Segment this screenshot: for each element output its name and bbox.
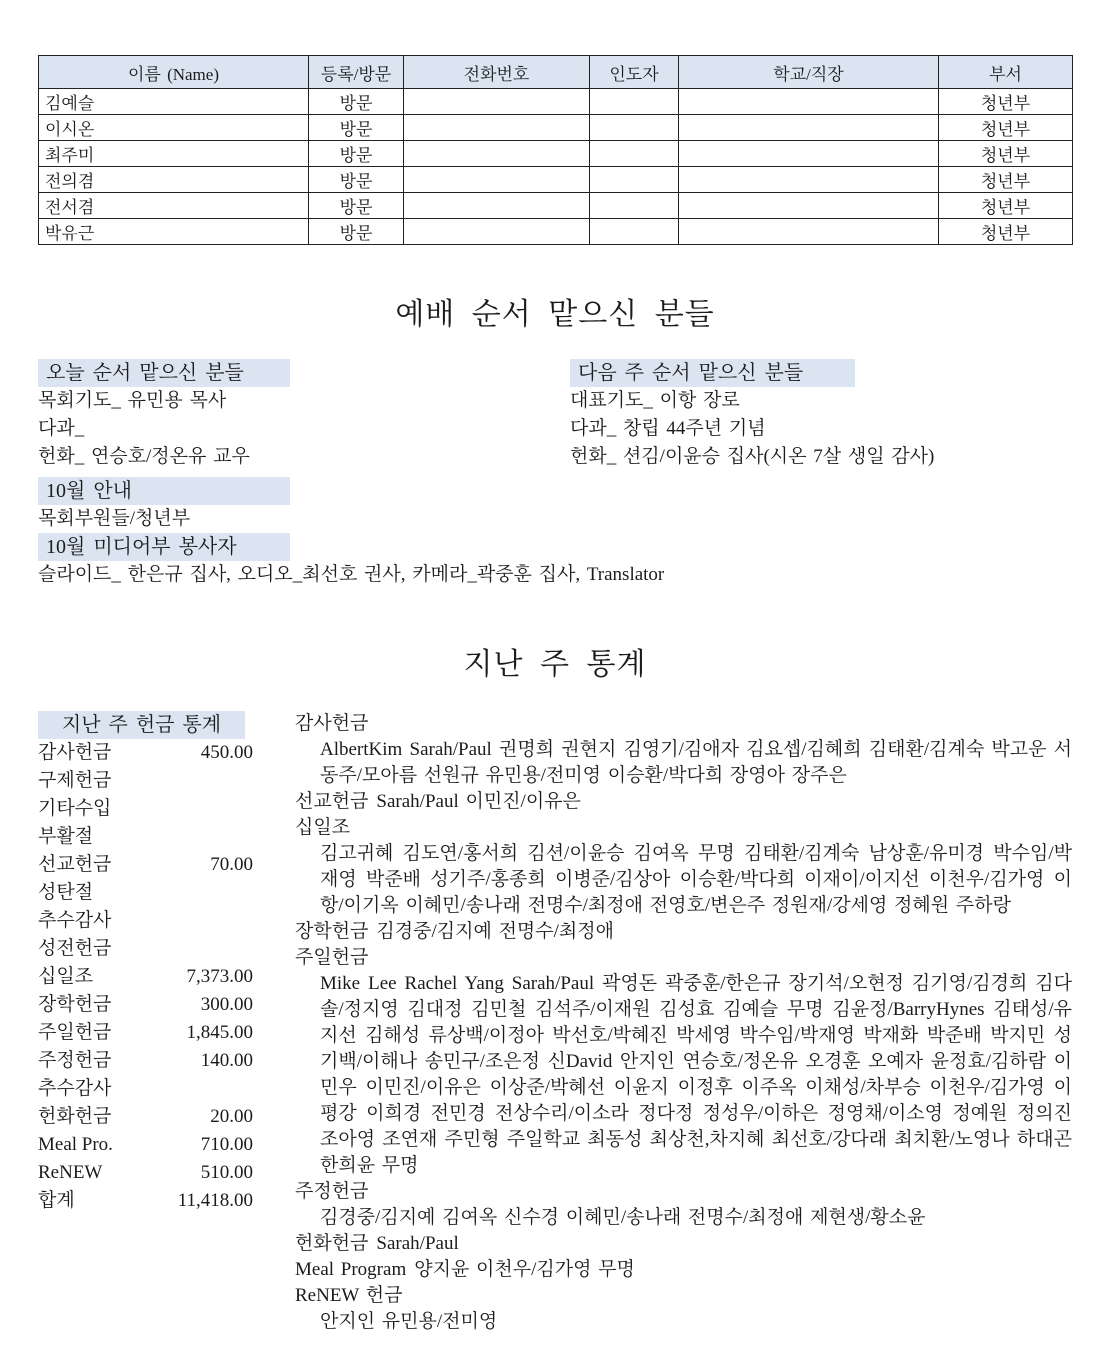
worship-columns (38, 359, 1072, 471)
stats-label: 구제헌금 (38, 770, 112, 791)
cell-phone (404, 89, 590, 115)
cell-registration: 방문 (309, 89, 404, 115)
october-notice-item: 목회부원들/청년부 (38, 508, 191, 529)
cell-registration: 방문 (309, 193, 404, 219)
stats-amount: 70.00 (210, 854, 253, 875)
stats-row (38, 879, 253, 907)
cell-registration: 방문 (309, 219, 404, 245)
today-item: 헌화_ 연승호/정온유 교우 (38, 446, 250, 467)
detail-heading: ReNEW 헌금 (295, 1285, 403, 1306)
stats-label: 감사헌금 (38, 742, 112, 763)
table-row (39, 193, 1073, 219)
stats-label: 성전헌금 (38, 938, 112, 959)
stats-row (38, 823, 253, 851)
stats-row (38, 1047, 253, 1075)
stats-amount: 7,373.00 (186, 966, 253, 987)
cell-school (679, 89, 939, 115)
stats-area (38, 711, 1072, 1335)
stats-row (38, 795, 253, 823)
cell-name: 최주미 (39, 141, 309, 167)
detail-inline-names: Sarah/Paul 이민진/이유은 (376, 791, 581, 812)
stats-label: 선교헌금 (38, 854, 112, 875)
stats-label: 합계 (38, 1190, 75, 1211)
col-header-registration: 등록/방문 (309, 56, 404, 89)
stats-amount: 11,418.00 (177, 1190, 253, 1211)
col-header-department: 부서 (939, 56, 1073, 89)
stats-amount: 710.00 (200, 1134, 253, 1155)
cell-name: 전의겸 (39, 167, 309, 193)
stats-label: 추수감사 (38, 910, 112, 931)
detail-names: 김경중/김지예 김여옥 신수경 이혜민/송나래 전명수/최정애 제현생/황소윤 (320, 1207, 926, 1228)
today-item: 목회기도_ 유민용 목사 (38, 390, 227, 411)
table-row (39, 89, 1073, 115)
stats-row (38, 991, 253, 1019)
detail-inline-names: 김경중/김지예 전명수/최정애 (376, 921, 614, 942)
detail-inline-names: Sarah/Paul (376, 1233, 459, 1254)
detail-heading: 장학헌금 (295, 921, 369, 942)
stats-label: 부활절 (38, 826, 94, 847)
stats-row (38, 1075, 253, 1103)
cell-registration: 방문 (309, 141, 404, 167)
cell-department: 청년부 (939, 141, 1073, 167)
stats-row (38, 851, 253, 879)
stats-row (38, 739, 253, 767)
cell-leader (590, 193, 679, 219)
cell-phone (404, 115, 590, 141)
cell-school (679, 115, 939, 141)
detail-block (295, 815, 1072, 919)
cell-leader (590, 141, 679, 167)
cell-school (679, 193, 939, 219)
cell-name: 박유근 (39, 219, 309, 245)
detail-block (295, 1257, 1072, 1283)
cell-phone (404, 141, 590, 167)
next-week-item: 헌화_ 션김/이윤승 집사(시온 7살 생일 감사) (570, 446, 935, 467)
stats-amount: 1,845.00 (186, 1022, 253, 1043)
cell-phone (404, 219, 590, 245)
col-header-name: 이름 (Name) (39, 56, 309, 89)
col-header-school: 학교/직장 (679, 56, 939, 89)
detail-block (295, 919, 1072, 945)
stats-row (38, 1131, 253, 1159)
cell-leader (590, 89, 679, 115)
cell-name: 전서겸 (39, 193, 309, 219)
stats-row (38, 1103, 253, 1131)
detail-names: 김고귀혜 김도연/홍서희 김션/이윤승 김여옥 무명 김태환/김계숙 남상훈/유미경 박수임/박재영 박준배 성기주/홍종희 이병준/김상아 이승환/박다희 이재이/이지선 이천우/김가영 이항/이기옥 이혜민/송나래 전명수/최정애 전영호/변은주 정원재/강세영 정혜원 주하랑 (320, 843, 1072, 916)
stats-label: 십일조 (38, 966, 94, 987)
cell-phone (404, 193, 590, 219)
detail-inline-names: 양지윤 이천우/김가영 무명 (414, 1259, 635, 1280)
stats-amount: 140.00 (200, 1050, 253, 1071)
today-item: 다과_ (38, 418, 85, 439)
col-header-phone: 전화번호 (404, 56, 590, 89)
detail-heading: 감사헌금 (295, 713, 369, 734)
detail-heading: 십일조 (295, 817, 351, 838)
cell-school (679, 219, 939, 245)
stats-label: 추수감사 (38, 1078, 112, 1099)
detail-block (295, 1231, 1072, 1257)
cell-registration: 방문 (309, 167, 404, 193)
next-week-header: 다음 주 순서 맡으신 분들 (570, 359, 855, 387)
offering-stats-table (38, 711, 253, 1215)
next-week-item: 다과_ 창립 44주년 기념 (570, 418, 766, 439)
detail-block (295, 1179, 1072, 1231)
detail-heading: 주일헌금 (295, 947, 369, 968)
col-header-leader: 인도자 (590, 56, 679, 89)
stats-amount: 300.00 (200, 994, 253, 1015)
cell-school (679, 141, 939, 167)
next-week-item: 대표기도_ 이항 장로 (570, 390, 740, 411)
cell-name: 이시온 (39, 115, 309, 141)
offering-details (295, 711, 1072, 1335)
media-team-item: 슬라이드_ 한은규 집사, 오디오_최선호 권사, 카메라_곽중훈 집사, Translator (38, 564, 665, 585)
stats-row (38, 767, 253, 795)
detail-block (295, 945, 1072, 1179)
stats-amount: 20.00 (210, 1106, 253, 1127)
stats-label: 주일헌금 (38, 1022, 112, 1043)
visitor-table-header-row (39, 56, 1073, 89)
worship-section-title: 예배 순서 맡으신 분들 (395, 298, 715, 331)
stats-amount: 510.00 (200, 1162, 253, 1183)
table-row (39, 115, 1073, 141)
media-team-header: 10월 미디어부 봉사자 (38, 533, 290, 561)
stats-label: 주정헌금 (38, 1050, 112, 1071)
cell-school (679, 167, 939, 193)
stats-label: ReNEW (38, 1162, 103, 1183)
stats-label: 성탄절 (38, 882, 94, 903)
table-row (39, 141, 1073, 167)
cell-department: 청년부 (939, 89, 1073, 115)
cell-department: 청년부 (939, 219, 1073, 245)
cell-leader (590, 115, 679, 141)
stats-label: 장학헌금 (38, 994, 112, 1015)
detail-names: Mike Lee Rachel Yang Sarah/Paul 곽영돈 곽중훈/한은규 장기석/오현정 김기영/김경희 김다솔/정지영 김대정 김민철 김석주/이재원 김성효 김예슬 무명 김윤정/BarryHynes 김태성/유지선 김해성 류상백/이정아 박선호/박혜진 박세영 박수임/박재영 박재화 박준배 박지민 성기백/이해나 송민구/조은정 신David 안지인 연승호/정온유 오경훈 오예자 윤정효/김하람 이민우 이민진/이유은 이상준/박혜선 이윤지 이정후 이주옥 이채성/차부승 이천우/김가영 이평강 이희경 전민경 전상수리/이소라 정다정 정성우/이하은 정영채/이소영 정예원 정의진 조아영 조연재 주민형 주일학교 최동성 최상천,차지혜 최선호/강다래 최치환/노영나 하대곤 한희윤 무명 (320, 973, 1072, 1176)
stats-table-header: 지난 주 헌금 통계 (38, 711, 245, 739)
detail-heading: 헌화헌금 (295, 1233, 369, 1254)
cell-department: 청년부 (939, 167, 1073, 193)
detail-names: 안지인 유민용/전미영 (320, 1311, 498, 1332)
table-row (39, 219, 1073, 245)
detail-heading: 주정헌금 (295, 1181, 369, 1202)
detail-heading: Meal Program (295, 1259, 407, 1280)
stats-amount: 450.00 (200, 742, 253, 763)
stats-label: 헌화헌금 (38, 1106, 112, 1127)
stats-section-title: 지난 주 통계 (463, 648, 647, 681)
stats-row (38, 907, 253, 935)
cell-department: 청년부 (939, 193, 1073, 219)
table-row (39, 167, 1073, 193)
october-notice-header: 10월 안내 (38, 477, 290, 505)
stats-label: Meal Pro. (38, 1134, 113, 1155)
stats-row (38, 1019, 253, 1047)
next-week-column (570, 359, 1072, 471)
cell-leader (590, 167, 679, 193)
cell-name: 김예슬 (39, 89, 309, 115)
cell-registration: 방문 (309, 115, 404, 141)
cell-department: 청년부 (939, 115, 1073, 141)
stats-row (38, 1159, 253, 1187)
stats-label: 기타수입 (38, 798, 112, 819)
detail-heading: 선교헌금 (295, 791, 369, 812)
stats-row (38, 1187, 253, 1215)
detail-names: AlbertKim Sarah/Paul 권명희 권현지 김영기/김애자 김요셉/김혜희 김태환/김계숙 박고운 서동주/모아름 선원규 유민용/전미영 이승환/박다희 장영아 장주은 (320, 739, 1072, 786)
stats-row (38, 963, 253, 991)
today-column (38, 359, 570, 471)
detail-block (295, 789, 1072, 815)
today-header: 오늘 순서 맡으신 분들 (38, 359, 290, 387)
detail-block (295, 711, 1072, 789)
visitor-table (38, 55, 1073, 245)
cell-phone (404, 167, 590, 193)
cell-leader (590, 219, 679, 245)
detail-block (295, 1283, 1072, 1335)
stats-row (38, 935, 253, 963)
